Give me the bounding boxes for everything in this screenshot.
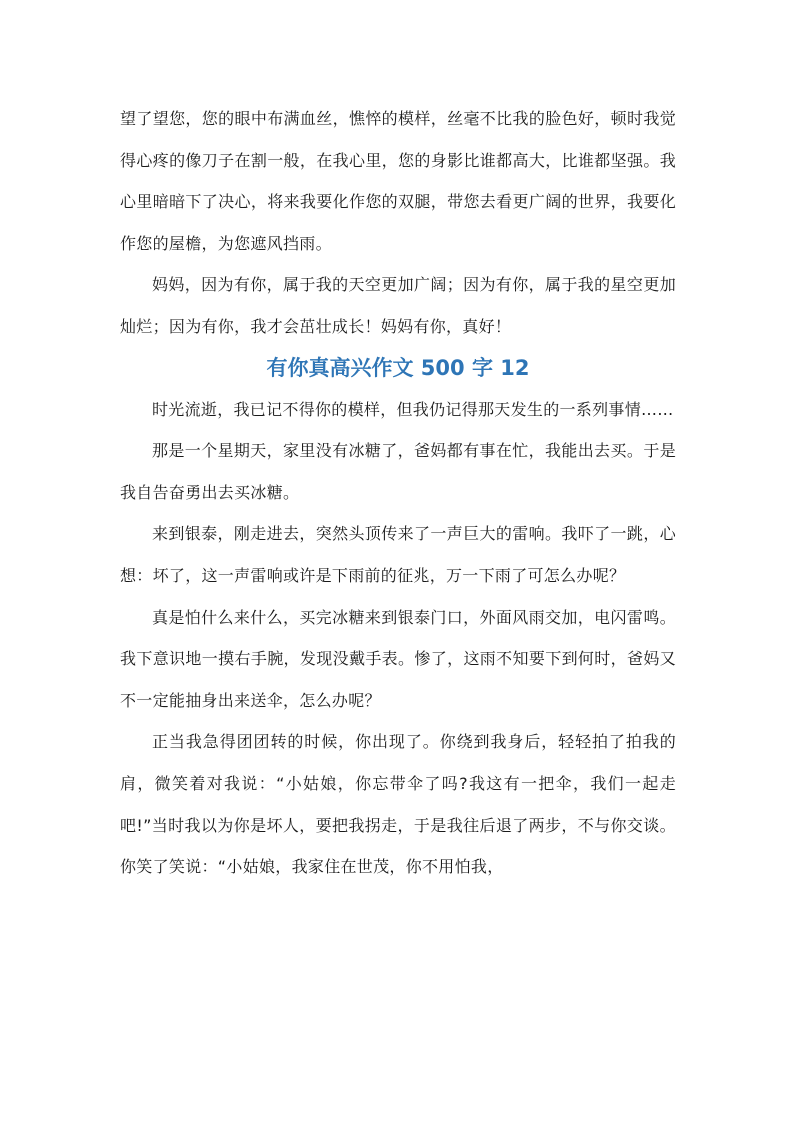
paragraph-mother-conclusion: 妈妈，因为有你，属于我的天空更加广阔；因为有你，属于我的星空更加灿烂；因为有你，我才会茁壮成长！妈妈有你，真好！: [120, 275, 676, 336]
paragraph-umbrella: 正当我急得团团转的时候，你出现了。你绕到我身后，轻轻拍了拍我的肩，微笑着对我说：“小姑娘，你忘带伞了吗?我这有一把伞，我们一起走吧!”当时我以为你是坏人，要把我拐走，于是我往后退了两步，不与你交谈。你笑了笑说：“小姑娘，我家住在世茂，你不用怕我，: [120, 732, 676, 877]
paragraph-continuation: 望了望您，您的眼中布满血丝，憔悴的模样，丝毫不比我的脸色好，顿时我觉得心疼的像刀子在割一般，在我心里，您的身影比谁都高大，比谁都坚强。我心里暗暗下了决心，将来我要化作您的双腿，带您去看更广阔的世界，我要化作您的屋檐，为您遮风挡雨。: [120, 109, 676, 253]
paragraph-rain: 真是怕什么来什么，买完冰糖来到银泰门口，外面风雨交加，电闪雷鸣。我下意识地一摸右手腕，发现没戴手表。惨了，这雨不知要下到何时，爸妈又不一定能抽身出来送伞，怎么办呢？: [120, 607, 676, 710]
section-title: 有你真高兴作文 500 字 12: [266, 355, 530, 380]
paragraph-thunder: 来到银泰，刚走进去，突然头顶传来了一声巨大的雷响。我吓了一跳，心想：坏了，这一声雷响或许是下雨前的征兆，万一下雨了可怎么办呢？: [120, 524, 676, 585]
document-page: [120, 98, 676, 888]
paragraph-time-passes: 时光流逝，我已记不得你的模样，但我仍记得那天发生的一系列事情……: [152, 399, 674, 419]
paragraph-sunday: 那是一个星期天，家里没有冰糖了，爸妈都有事在忙，我能出去买。于是我自告奋勇出去买冰糖。: [120, 441, 676, 502]
